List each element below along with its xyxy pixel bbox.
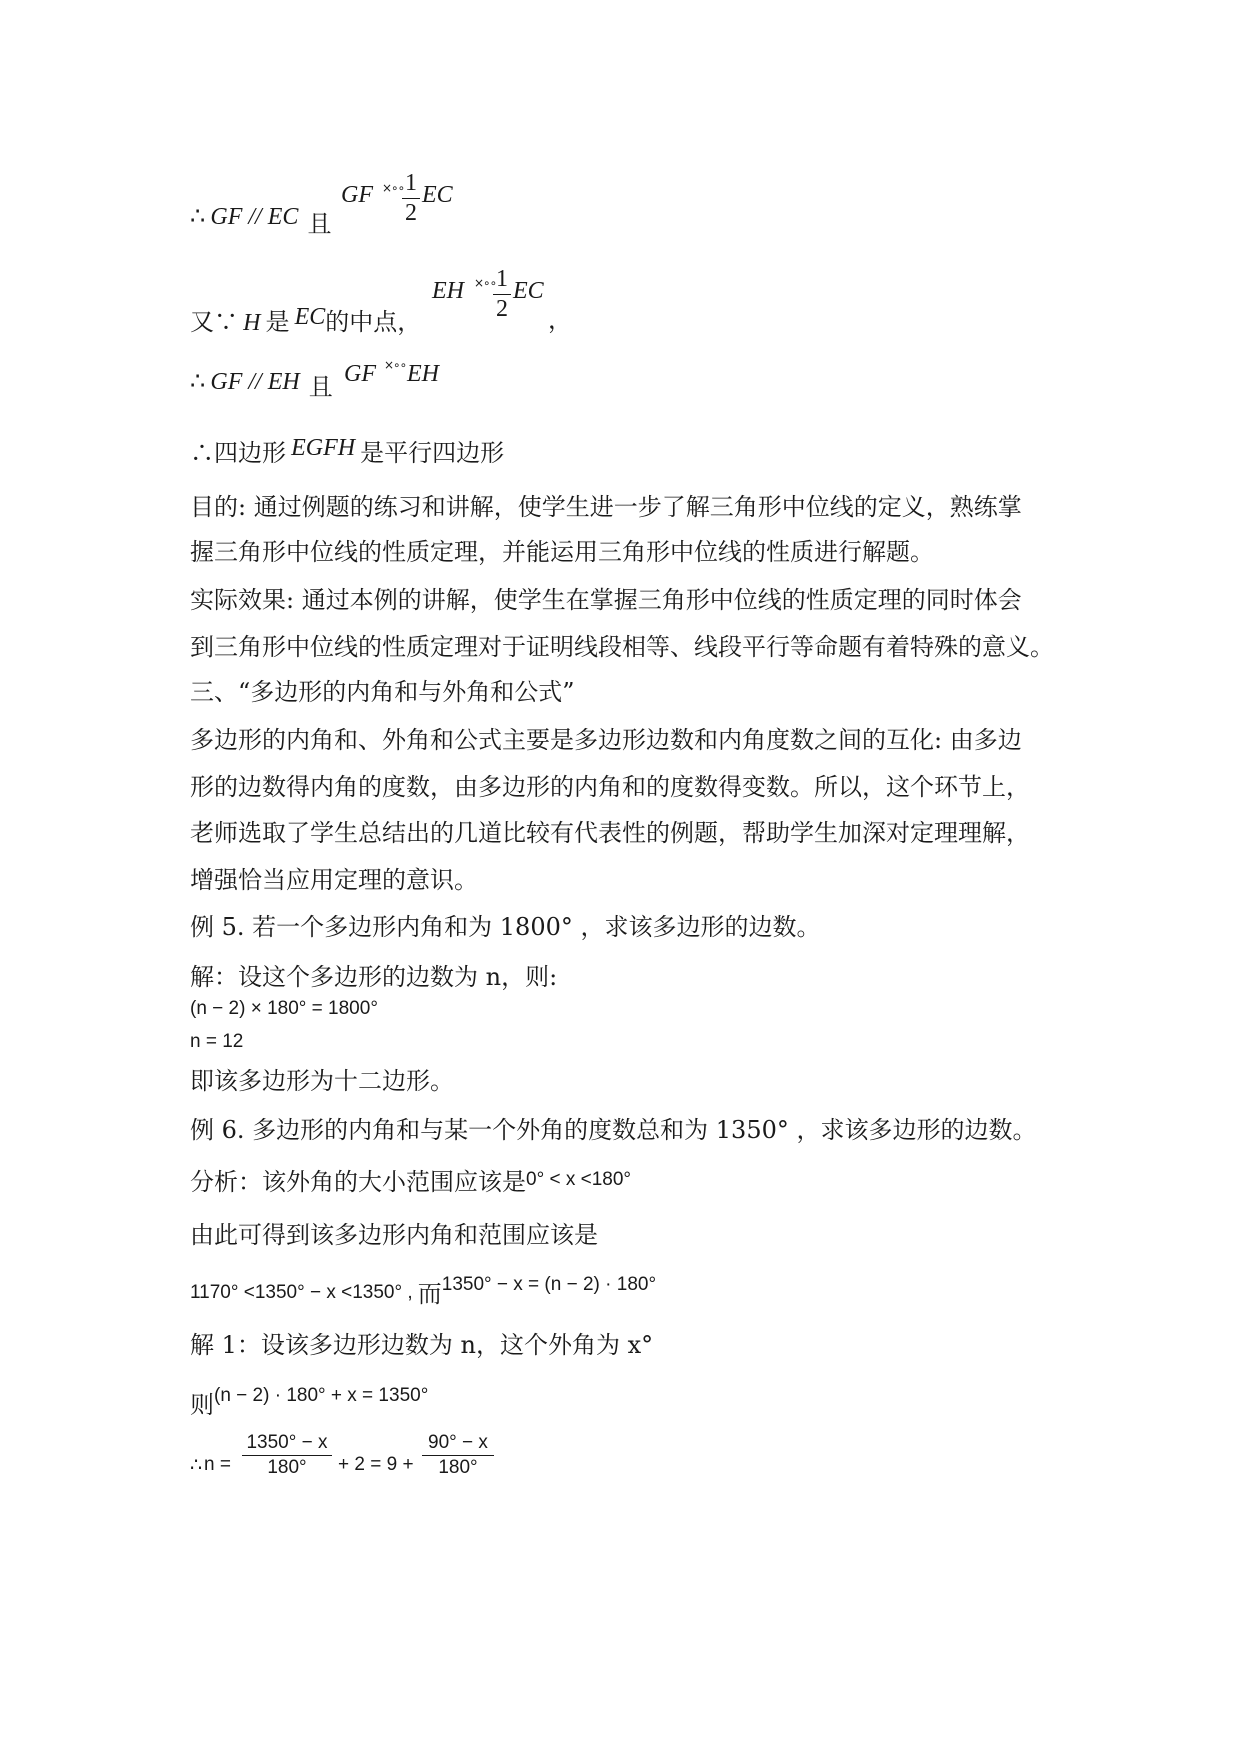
effect-line-2: 到三角形中位线的性质定理对于证明线段相等、线段平行等命题有着特殊的意义。: [190, 633, 1054, 661]
analysis-text: 分析：该外角的大小范围应该是: [190, 1168, 526, 1196]
math-eh: EH: [407, 361, 439, 387]
fraction-half-2: [493, 266, 511, 323]
equals-glyph: ×∘∘: [474, 276, 497, 290]
example6-analysis-line: [190, 1162, 631, 1197]
fraction-1350-minus-x: [242, 1432, 332, 1479]
fraction-bar: [242, 1455, 332, 1456]
equation-3: (n − 2) · 180° + x = 1350°: [214, 1385, 429, 1406]
is-word: 是: [265, 308, 290, 336]
math-gf-parallel-eh: GF // EH: [210, 369, 300, 395]
math-gf: GF: [341, 182, 373, 208]
fraction-half-1: [402, 170, 420, 227]
math-egfh: EGFH: [291, 435, 356, 461]
example5-conclusion: 即该多边形为十二边形。: [190, 1067, 454, 1095]
fraction-numerator: 1: [496, 266, 508, 292]
er-word: 而: [417, 1280, 442, 1308]
example5-solution: 解：设这个多边形的边数为 n，则:: [190, 963, 558, 991]
angle-range: 0° < x <180°: [526, 1169, 631, 1190]
therefore-symbol: ∴: [190, 1455, 203, 1476]
section3-line-1: 多边形的内角和、外角和公式主要是多边形边数和内角度数之间的互化: 由多边: [190, 726, 1022, 754]
quadrilateral-text: 四边形: [214, 439, 286, 467]
math-h: H: [243, 310, 261, 336]
parallelogram-text: 是平行四边形: [360, 439, 505, 467]
example5-equation-1: (n − 2) × 180° = 1800°: [190, 998, 378, 1019]
example6-equation-line: [190, 1385, 428, 1420]
fraction-denominator: 180°: [267, 1457, 307, 1478]
math-ec: EC: [294, 304, 326, 330]
proof-line-1: [190, 196, 332, 256]
and-word: 且: [307, 210, 332, 238]
therefore-symbol: ∴: [190, 202, 206, 230]
therefore-symbol: ∴: [190, 367, 206, 395]
purpose-line-1: 目的: 通过例题的练习和讲解，使学生进一步了解三角形中位线的定义，熟练掌: [190, 493, 1022, 521]
fraction-bar: [402, 198, 420, 199]
equals-glyph: ×∘∘: [384, 358, 407, 372]
n-equals: n =: [204, 1454, 231, 1475]
fraction-numerator: 1350° − x: [246, 1432, 328, 1453]
fraction-denominator: 180°: [438, 1457, 478, 1478]
example6-derive: 由此可得到该多边形内角和范围应该是: [190, 1221, 598, 1249]
math-gf: GF: [344, 361, 376, 387]
example5-question: 例 5. 若一个多边形内角和为 1800° ，求该多边形的边数。: [190, 913, 821, 941]
proof-line-3: [190, 361, 333, 401]
plus-two-equals-nine-plus: + 2 = 9 +: [338, 1454, 414, 1475]
relation-equation: 1350° − x = (n − 2) · 180°: [441, 1274, 657, 1295]
math-gf-parallel-ec: GF // EC: [210, 204, 299, 230]
therefore-symbol: ∴: [190, 439, 214, 467]
math-eh: EH: [432, 278, 464, 304]
fraction-90-minus-x: [422, 1432, 494, 1479]
effect-line-1: 实际效果: 通过本例的讲解，使学生在掌握三角形中位线的性质定理的同时体会: [190, 586, 1022, 614]
fraction-numerator: 90° − x: [428, 1432, 488, 1453]
ze-word: 则: [190, 1391, 214, 1419]
proof-line-2: [190, 302, 421, 337]
example5-equation-2: n = 12: [190, 1031, 244, 1052]
section3-line-3: 老师选取了学生总结出的几道比较有代表性的例题，帮助学生加深对定理理解，: [190, 819, 1030, 847]
fraction-numerator: 1: [405, 170, 417, 196]
fraction-bar: [493, 294, 511, 295]
purpose-line-2: 握三角形中位线的性质定理，并能运用三角形中位线的性质进行解题。: [190, 538, 934, 566]
you-word: 又: [190, 308, 214, 336]
proof-line-4: [190, 433, 504, 468]
inequality: 1170° <1350° − x <1350° ,: [190, 1282, 413, 1303]
example6-question: 例 6. 多边形的内角和与某一个外角的度数总和为 1350° ，求该多边形的边数。: [190, 1116, 1037, 1144]
because-symbol: ∵: [214, 308, 238, 336]
math-ec: EC: [422, 182, 453, 208]
fraction-denominator: 2: [405, 200, 417, 226]
and-word: 且: [308, 373, 333, 401]
section3-line-4: 增强恰当应用定理的意识。: [190, 866, 478, 894]
math-ec: EC: [513, 278, 544, 304]
fraction-denominator: 2: [496, 296, 508, 322]
comma: ，: [548, 306, 572, 334]
example6-inequality-line: [190, 1270, 657, 1308]
fraction-bar: [422, 1455, 494, 1456]
section3-line-2: 形的边数得内角的度数，由多边形的内角和的度数得变数。所以，这个环节上，: [190, 773, 1030, 801]
midpoint-text: 的中点，: [325, 308, 422, 336]
section3-title: 三、“多边形的内角和与外角和公式”: [190, 678, 575, 706]
equals-glyph: ×∘∘: [382, 181, 405, 195]
example6-solution-1: 解 1：设该多边形边数为 n，这个外角为 x°: [190, 1331, 654, 1359]
